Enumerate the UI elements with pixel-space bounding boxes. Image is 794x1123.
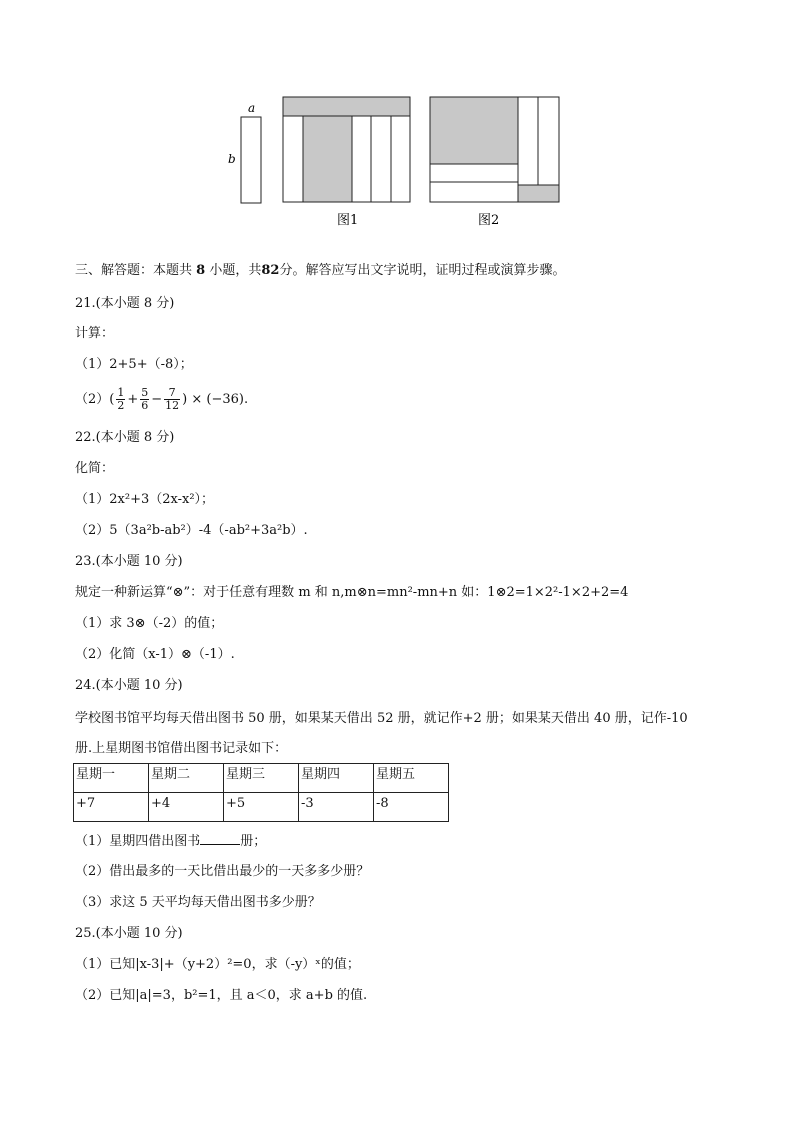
label-b: b: [228, 152, 236, 166]
header-cell: 星期二: [149, 764, 224, 793]
answer-blank: [200, 832, 240, 845]
figure-1: [283, 97, 410, 202]
header-cell: 星期五: [374, 764, 449, 793]
value-cell: +7: [74, 793, 149, 822]
q23-header: 23.(本小题 10 分): [75, 554, 183, 569]
label-a: a: [248, 101, 256, 115]
value-cell: -3: [299, 793, 374, 822]
q24-item1: （1）星期四借出图书 册；: [75, 834, 267, 849]
q25-item2: （2）已知|a|=3，b²=1，且 a＜0，求 a+b 的值.: [75, 988, 368, 1003]
small-rect: [241, 117, 261, 203]
header-cell: 星期一: [74, 764, 149, 793]
q21-header: 21.(本小题 8 分): [75, 296, 175, 311]
q23-item1: （1）求 3⊗（-2）的值；: [75, 616, 224, 631]
value-cell: +5: [224, 793, 299, 822]
figures-diagram: [220, 92, 570, 232]
q24-header: 24.(本小题 10 分): [75, 678, 183, 693]
fraction-2: $\frac{5}{6}$: [141, 386, 149, 412]
fig1-caption: 图1: [337, 213, 359, 228]
q25-item1: （1）已知|x-3|+（y+2）²=0，求（-y）ˣ的值；: [75, 957, 360, 972]
q22-intro: 化简：: [75, 461, 115, 476]
q24-intro-1: 学校图书馆平均每天借出图书 50 册，如果某天借出 52 册，就记作+2 册；如果某天借出 40 册，记作-10: [75, 711, 688, 726]
q21-intro: 计算：: [75, 326, 115, 341]
q23-item2: （2）化简（x-1）⊗（-1）.: [75, 647, 235, 662]
q22-header: 22.(本小题 8 分): [75, 430, 175, 445]
q25-header: 25.(本小题 10 分): [75, 926, 183, 941]
q24-intro-2: 册.上星期图书馆借出图书记录如下：: [75, 741, 288, 756]
q24-item3: （3）求这 5 天平均每天借出图书多少册？: [75, 895, 321, 910]
q21-item2: （2）( $\frac{1}{2}$ + $\frac{5}{6}$ − $\frac{7}{12}$ ) × (−36).: [75, 386, 249, 412]
value-cell: -8: [374, 793, 449, 822]
fraction-1: $\frac{1}{2}$: [117, 386, 125, 412]
library-record-table: [73, 763, 449, 822]
header-cell: 星期四: [299, 764, 374, 793]
section-3-heading: 三、解答题：本题共 8 小题，共82分。解答应写出文字说明，证明过程或演算步骤。: [75, 263, 566, 278]
fraction-3: $\frac{7}{12}$: [165, 386, 180, 412]
q22-item2: （2）5（3a²b-ab²）-4（-ab²+3a²b）.: [75, 523, 308, 538]
fig2-caption: 图2: [478, 213, 500, 228]
q24-item2: （2）借出最多的一天比借出最少的一天多多少册？: [75, 864, 370, 879]
header-cell: 星期三: [224, 764, 299, 793]
q23-rule: 规定一种新运算“⊗”：对于任意有理数 m 和 n,m⊗n=mn²-mn+n 如：1⊗2=1×2²-1×2+2=4: [75, 585, 629, 600]
figure-2: [430, 97, 559, 202]
table-row: [74, 793, 449, 822]
q22-item1: （1）2x²+3（2x-x²）；: [75, 492, 215, 507]
value-cell: +4: [149, 793, 224, 822]
q21-item1: （1）2+5+（-8）；: [75, 357, 193, 372]
table-header-row: [74, 764, 449, 793]
